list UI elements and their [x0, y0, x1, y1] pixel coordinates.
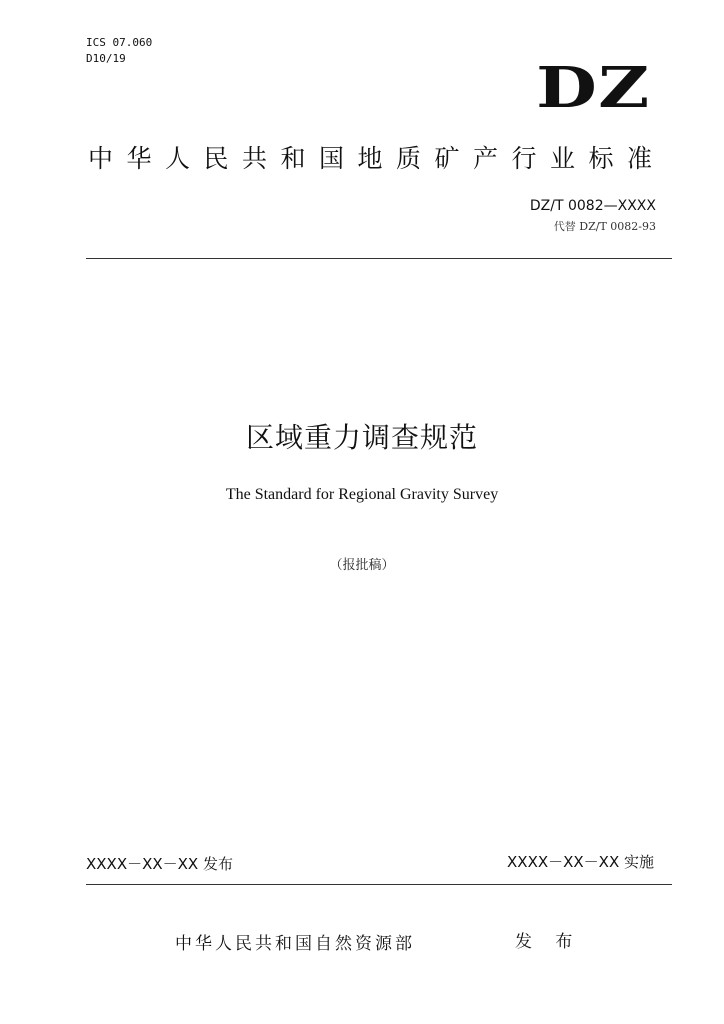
- draft-status: （报批稿）: [329, 558, 395, 573]
- document-title-chinese: 区域重力调查规范: [245, 421, 478, 454]
- issue-date: XXXX－XX－XX 发布: [86, 855, 233, 873]
- ics-classification: [86, 35, 152, 67]
- implementation-date: XXXX－XX－XX 实施: [507, 853, 654, 871]
- issuing-authority: 中华人民共和国自然资源部: [175, 934, 415, 954]
- standard-number: DZ/T 0082—XXXX: [529, 198, 656, 214]
- ics-code: ICS 07.060: [86, 36, 153, 49]
- dz-logo: DZ: [535, 55, 650, 121]
- publish-label: 发 布: [515, 932, 582, 952]
- industry-standard-heading: 中华人民共和国地质矿产行业标准: [88, 144, 666, 173]
- replaces-standard: 代替 DZ/T 0082-93: [553, 220, 656, 233]
- footer-divider: [86, 884, 672, 885]
- document-title-english: The Standard for Regional Gravity Survey: [225, 486, 499, 503]
- header-divider: [86, 258, 672, 259]
- class-code: D10/19: [86, 52, 126, 65]
